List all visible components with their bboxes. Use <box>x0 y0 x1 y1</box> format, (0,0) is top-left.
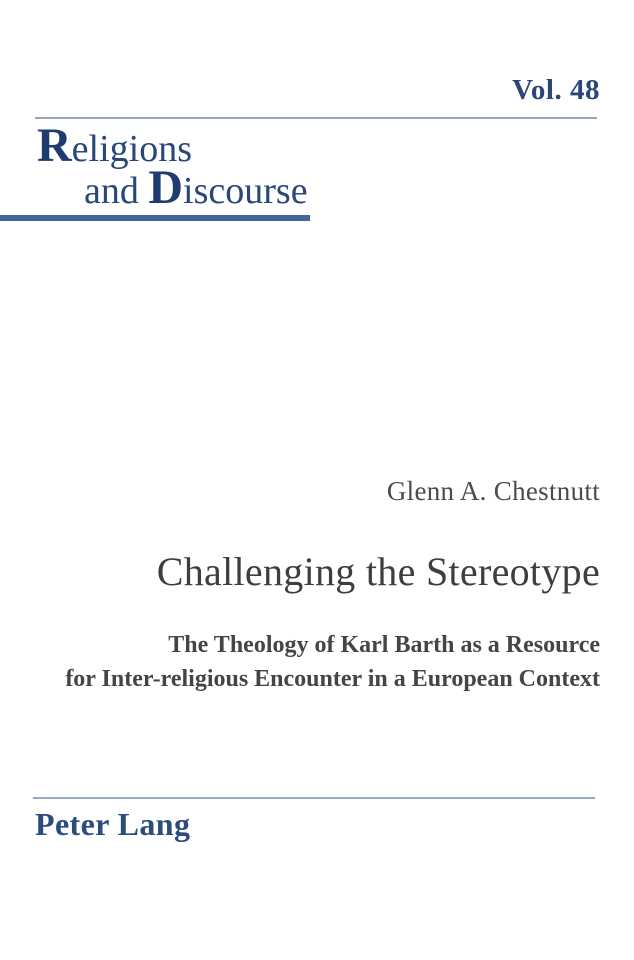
series-title-line2 <box>84 160 308 215</box>
series-initial-d: D <box>148 161 184 214</box>
series-line2-prefix: and <box>84 170 149 212</box>
series-underline <box>0 215 310 221</box>
book-title: Challenging the Stereotype <box>156 549 600 594</box>
series-line2-rest: iscourse <box>183 170 308 212</box>
footer-rule <box>33 797 595 799</box>
book-subtitle <box>65 628 600 696</box>
series-initial-r: R <box>37 119 72 172</box>
author-name: Glenn A. Chestnutt <box>386 476 600 506</box>
publisher-name: Peter Lang <box>35 806 191 842</box>
series-line1-rest: eligions <box>71 128 192 170</box>
subtitle-line1: The Theology of Karl Barth as a Resource <box>168 632 600 658</box>
subtitle-line2: for Inter-religious Encounter in a European Context <box>65 666 600 692</box>
series-volume-label: Vol. 48 <box>512 74 600 106</box>
